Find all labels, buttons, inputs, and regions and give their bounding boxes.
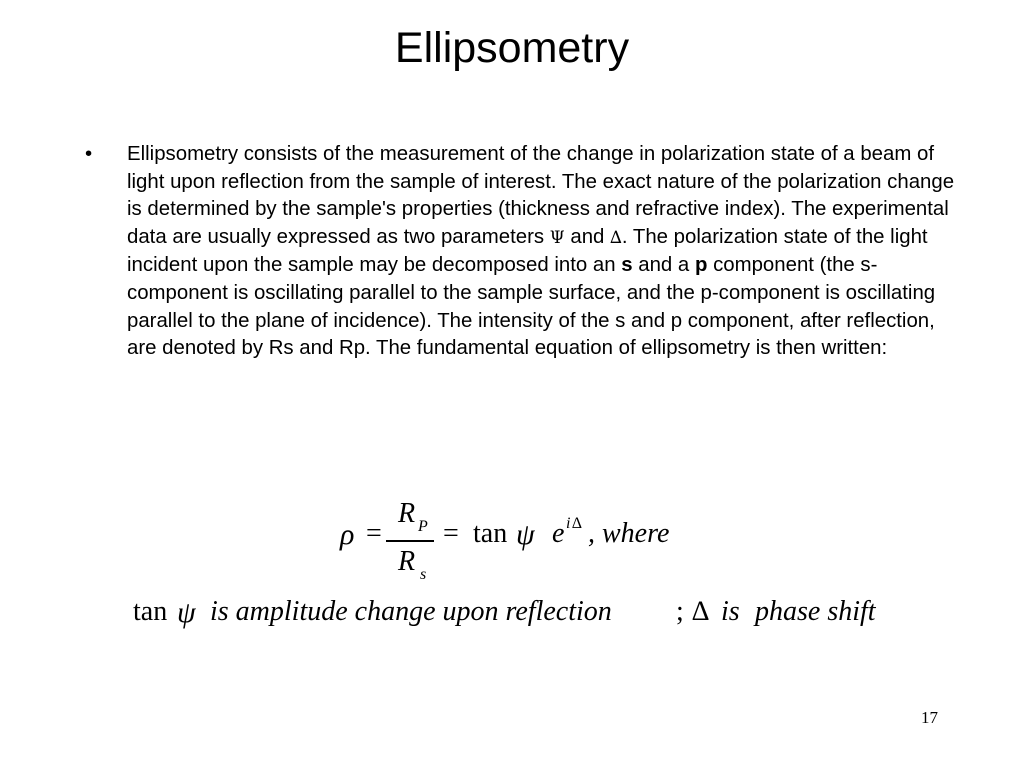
expl-tan: tan bbox=[133, 596, 168, 627]
eq-equals-2: = bbox=[443, 518, 459, 549]
expl-phase-shift: phase shift bbox=[755, 596, 876, 627]
eq-equals-1: = bbox=[366, 518, 382, 549]
expl-psi: ψ bbox=[177, 596, 196, 629]
eq-tan: tan bbox=[473, 518, 508, 549]
eq-numerator-r: R bbox=[398, 498, 416, 529]
eq-numerator-sub: P bbox=[418, 518, 428, 535]
p-bold: p bbox=[694, 254, 708, 277]
paragraph-part-2: . The polarization state of the light incident upon the sample may be decomposed into an bbox=[127, 225, 928, 277]
slide-title: Ellipsometry bbox=[394, 24, 630, 72]
eq-e: e bbox=[552, 518, 565, 549]
expl-amplitude-text: is amplitude change upon reflection bbox=[210, 596, 612, 627]
eq-denominator-sub: s bbox=[420, 566, 427, 583]
paragraph-and: and bbox=[564, 225, 611, 248]
eq-exponent-i: i bbox=[566, 515, 571, 532]
expl-delta: ∆ bbox=[692, 596, 710, 627]
s-bold: s bbox=[621, 254, 633, 277]
bullet-marker: • bbox=[85, 143, 93, 165]
paragraph-part-4: component (the s-component is oscillating parallel to the sample surface, and the p-component is oscillating parallel to the plane of incidence). The intensity of the s and p component, after reflection, are denoted by Rs and Rp. The fundamental equation of ellipsometry is then written: bbox=[127, 254, 936, 360]
paragraph-part-3: and a bbox=[632, 254, 695, 277]
paragraph-part-1: Ellipsometry consists of the measurement of the change in polarization state of a beam of light upon reflection from the sample of interest. The exact nature of the polarization change is determined by the sample's properties (thickness and refractive index). The experimental data are usually expressed as two parameters bbox=[127, 143, 955, 248]
eq-where: , where bbox=[588, 518, 670, 549]
eq-denominator-r: R bbox=[398, 546, 416, 577]
eq-exponent-delta: ∆ bbox=[572, 515, 582, 532]
expl-semicolon: ; bbox=[676, 596, 684, 627]
eq-rho: ρ bbox=[340, 518, 355, 551]
expl-is: is bbox=[721, 596, 740, 627]
psi-symbol: Ψ bbox=[549, 227, 565, 248]
fraction-bar bbox=[386, 540, 434, 542]
bullet-paragraph bbox=[85, 141, 955, 363]
paragraph-text bbox=[127, 141, 955, 363]
page-number: 17 bbox=[921, 708, 938, 727]
eq-psi: ψ bbox=[516, 518, 535, 551]
delta-symbol: ∆ bbox=[610, 227, 622, 248]
